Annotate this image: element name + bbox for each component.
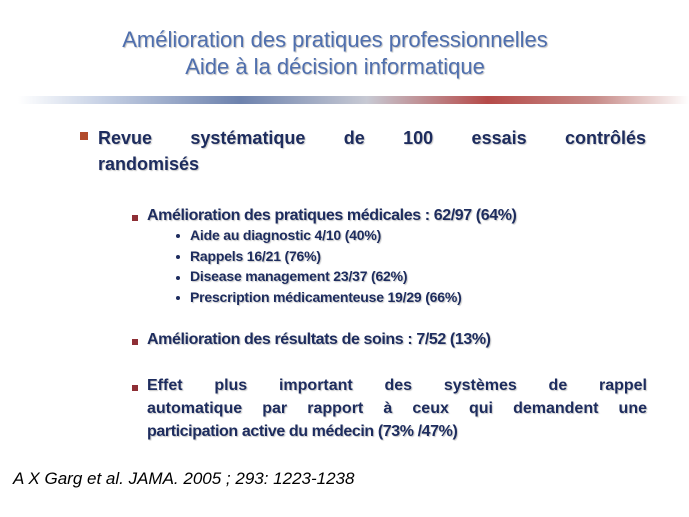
sub-item-1: Aide au diagnostic 4/10 (40%) xyxy=(190,227,382,243)
sub-item-3: Disease management 23/37 (62%) xyxy=(190,268,408,284)
sub-bullet-3-line-2: automatique par rapport à ceux qui demandent une xyxy=(147,400,647,417)
dot-bullet-icon xyxy=(176,234,180,238)
small-square-bullet-icon xyxy=(132,215,138,221)
sub-bullet-1-label: Amélioration des pratiques médicales : 62/97 (64%) xyxy=(147,207,517,224)
dot-bullet-icon xyxy=(176,276,180,280)
title-line-2: Aide à la décision informatique xyxy=(185,54,485,79)
bullet-1-line-2: randomisés xyxy=(98,154,200,174)
small-square-bullet-icon xyxy=(132,385,138,391)
bullet-1-line-1: Revue systématique de 100 essais contrôlés xyxy=(98,128,646,148)
sub-bullet-2-label: Amélioration des résultats de soins : 7/52 (13%) xyxy=(147,331,491,348)
small-square-bullet-icon xyxy=(132,339,138,345)
sub-item-2: Rappels 16/21 (76%) xyxy=(190,248,321,264)
sub-item-4: Prescription médicamenteuse 19/29 (66%) xyxy=(190,289,462,305)
sub-bullet-3-line-1: Effet plus important des systèmes de rappel xyxy=(147,377,647,394)
dot-bullet-icon xyxy=(176,255,180,259)
slide-title xyxy=(0,26,670,80)
reference-citation: A X Garg et al. JAMA. 2005 ; 293: 1223-1238 xyxy=(13,469,355,488)
square-bullet-icon xyxy=(80,132,88,140)
title-line-1: Amélioration des pratiques professionnelles xyxy=(122,27,548,52)
title-divider xyxy=(18,96,689,104)
dot-bullet-icon xyxy=(176,296,180,300)
sub-bullet-3-line-3: participation active du médecin (73% /47%) xyxy=(147,423,458,440)
